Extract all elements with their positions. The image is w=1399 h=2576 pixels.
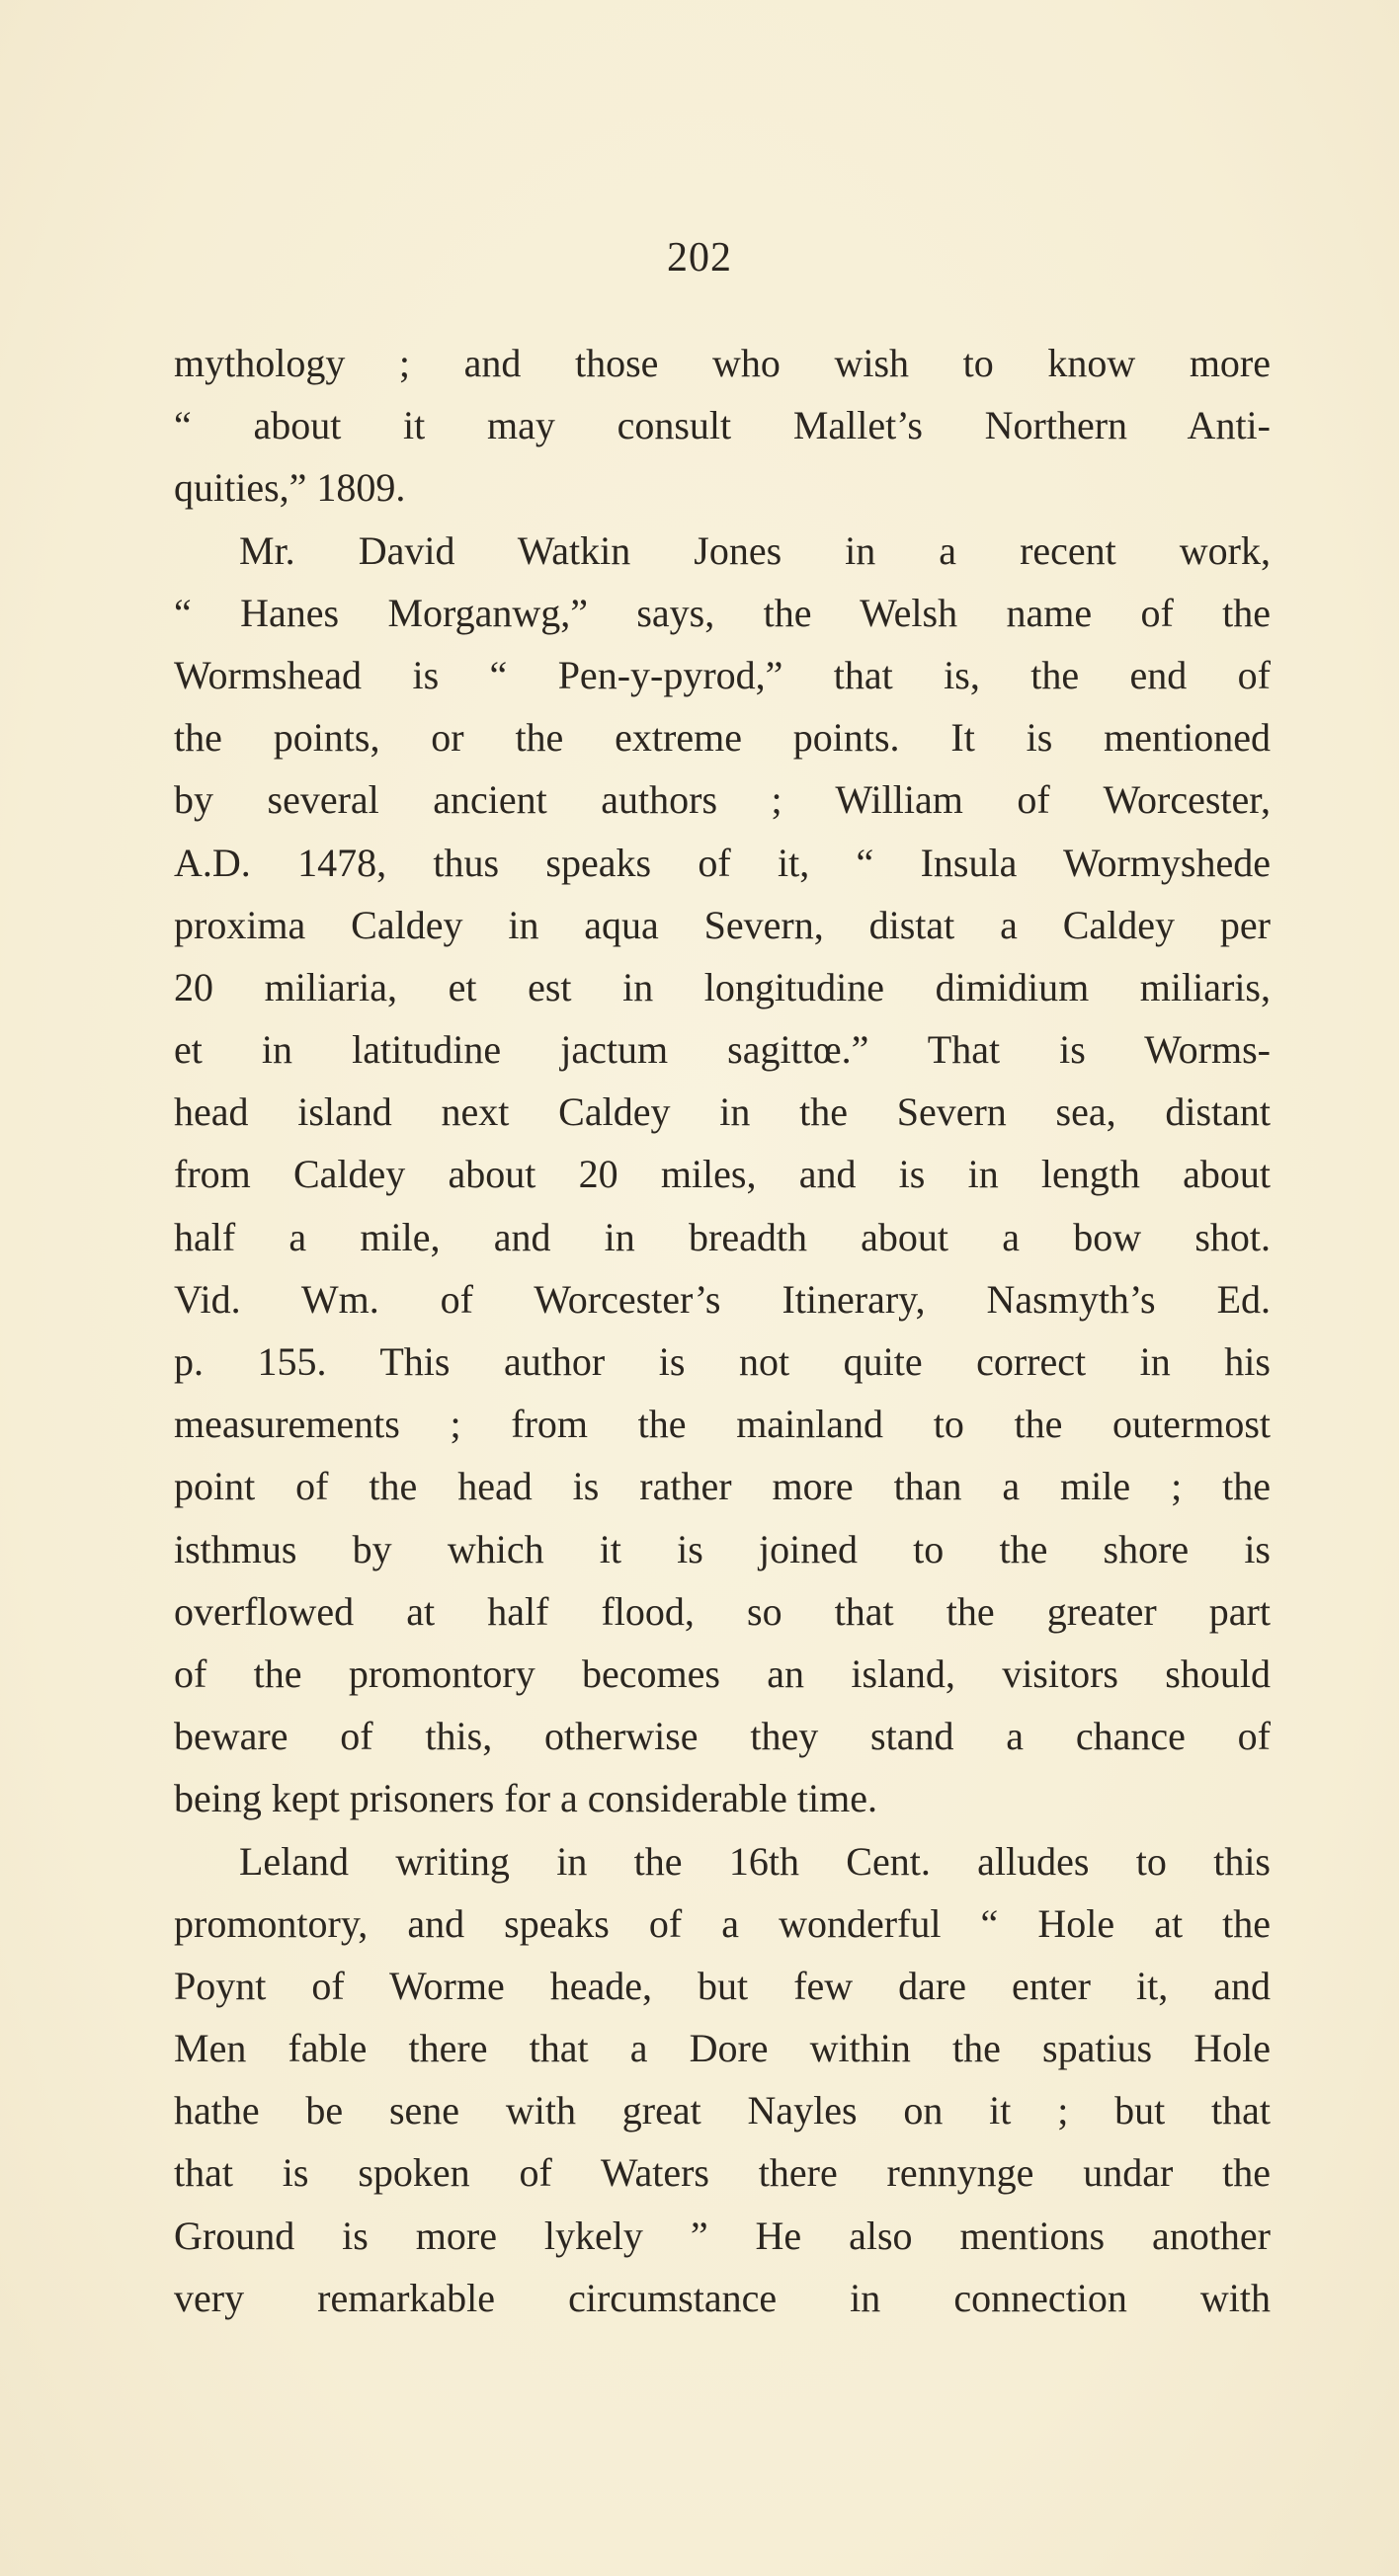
page-number: 202 [667,235,732,281]
text-line: proxima Caldey in aqua Severn, distat a Caldey per [174,902,1271,947]
text-line: promontory, and speaks of a wonderful “ Hole at the [174,1900,1271,1946]
text-line: quities,” 1809. [174,465,406,511]
text-line: “ Hanes Morganwg,” says, the Welsh name of the [174,590,1271,635]
text-line: being kept prisoners for a considerable time. [174,1776,877,1821]
text-line: Poynt of Worme heade, but few dare enter it, and [174,1963,1271,2008]
text-line: that is spoken of Waters there rennynge undar the [174,2150,1271,2196]
text-line: half a mile, and in breadth about a bow shot. [174,1214,1271,1259]
text-line: Wormshead is “ Pen-y-pyrod,” that is, the end of [174,652,1271,697]
text-line: overflowed at half flood, so that the greater part [174,1588,1271,1634]
text-line: “ about it may consult Mallet’s Northern Anti- [174,403,1271,448]
text-line: measurements ; from the mainland to the outermost [174,1402,1271,1447]
text-line: mythology ; and those who wish to know more [174,341,1271,385]
text-line: hathe be sene with great Nayles on it ; but that [174,2088,1271,2133]
text-line: point of the head is rather more than a mile ; the [174,1464,1271,1509]
body-text [174,332,1271,2329]
text-line: head island next Caldey in the Severn sea, distant [174,1089,1271,1135]
text-line: Men fable there that a Dore within the spatius Hole [174,2026,1271,2071]
text-line: from Caldey about 20 miles, and is in length about [174,1152,1271,1197]
text-line: Leland writing in the 16th Cent. alludes to this [239,1838,1271,1884]
text-line: Ground is more lykely ” He also mentions another [174,2213,1271,2258]
text-line: Mr. David Watkin Jones in a recent work, [239,527,1271,573]
text-line: 20 miliaria, et est in longitudine dimidium miliaris, [174,964,1271,1009]
text-line: of the promontory becomes an island, visitors should [174,1650,1271,1696]
text-line: very remarkable circumstance in connection with [174,2275,1271,2320]
text-line: Vid. Wm. of Worcester’s Itinerary, Nasmyth’s Ed. [174,1276,1271,1322]
text-line: by several ancient authors ; William of Worcester, [174,777,1271,823]
text-line: A.D. 1478, thus speaks of it, “ Insula Wormyshede [174,840,1271,885]
text-line: p. 155. This author is not quite correct in his [174,1339,1271,1384]
text-line: the points, or the extreme points. It is mentioned [174,715,1271,761]
text-line: et in latitudine jactum sagittœ.” That is Worms- [174,1027,1271,1073]
text-line: isthmus by which it is joined to the shore is [174,1526,1271,1571]
text-line: beware of this, otherwise they stand a chance of [174,1714,1271,1759]
